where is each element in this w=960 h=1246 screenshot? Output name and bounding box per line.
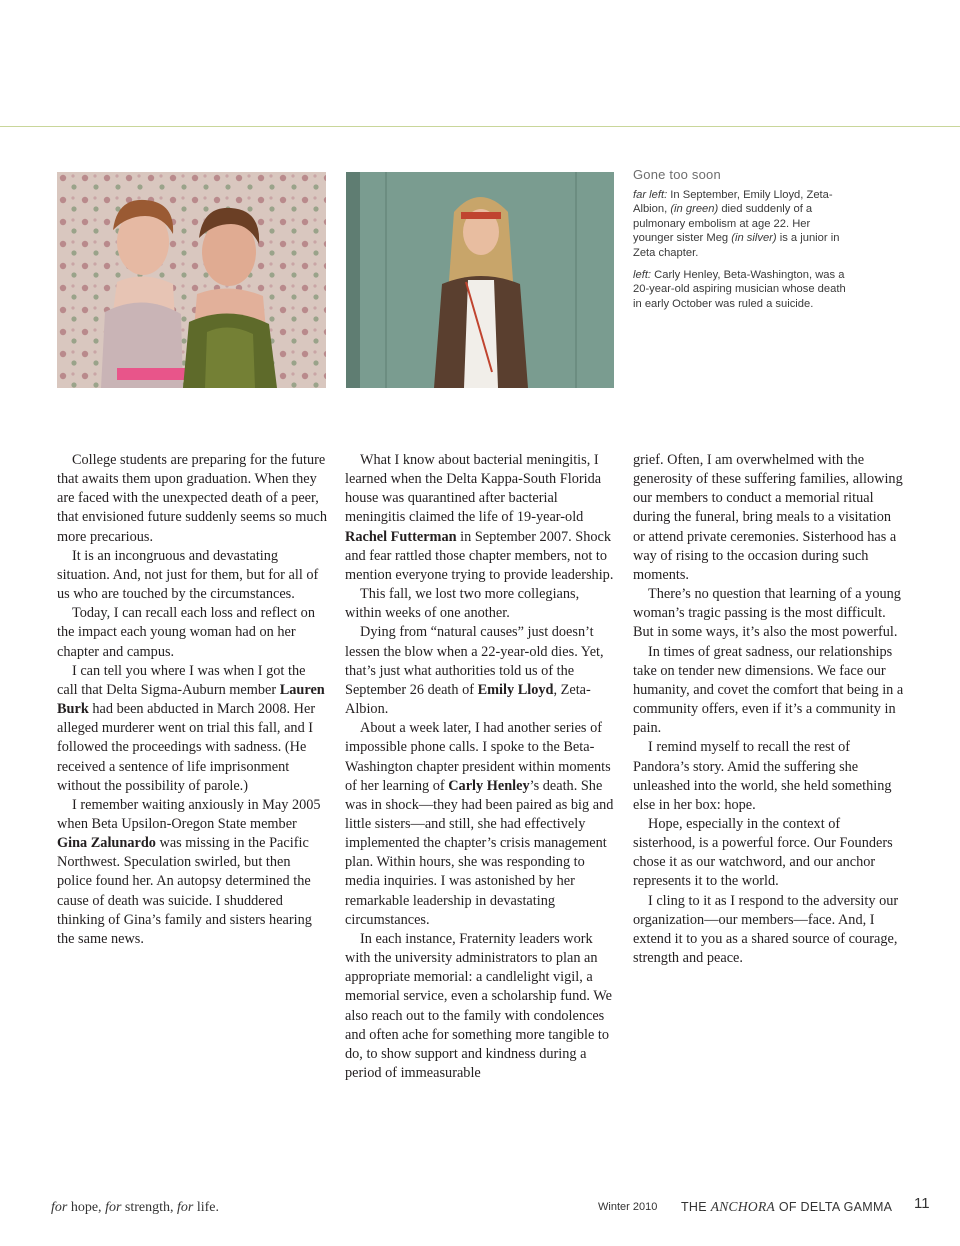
text-run: What I know about bacterial meningitis, I learned when the Delta Kappa-South Florida house was quarantined after bacterial meningitis claimed the life of 19-year-old	[345, 452, 602, 526]
page-number: 11	[914, 1195, 930, 1212]
caption-text: In September, Emily Lloyd, Zeta-Albion,	[633, 189, 833, 216]
footer-motto	[51, 1200, 219, 1216]
motto-life: life.	[193, 1200, 220, 1215]
paragraph: College students are preparing for the future that awaits them upon graduation. When they are faced with the unexpected death of a peer, that envisioned future suddenly seems so much more precarious.	[57, 452, 328, 545]
footer-issue-date: Winter 2010	[598, 1201, 658, 1213]
caption-text: died suddenly of a pulmonary embolism at age 22. Her younger sister Meg	[633, 203, 813, 245]
paragraph: There’s no question that learning of a young woman’s tragic passing is the most difficult. But in some ways, it’s also the most powerful.	[633, 586, 901, 641]
paragraph: In times of great sadness, our relationships take on tender new dimensions. We face our humanity, and covet the comfort that being in a community offers, even if it’s a community in pain.	[633, 643, 904, 737]
mag-suffix: OF DELTA GAMMA	[775, 1200, 893, 1214]
motto-for: for	[105, 1200, 122, 1215]
text-run: I can tell you where I was when I got the call that Delta Sigma-Auburn member	[57, 662, 306, 698]
motto-strength: strength,	[121, 1200, 178, 1215]
mag-italic: ANCHORA	[710, 1199, 776, 1214]
caption-italic: (in green)	[670, 203, 719, 216]
motto-hope: hope,	[67, 1200, 106, 1215]
caption-left-lead: left:	[633, 269, 652, 282]
paragraph	[345, 623, 615, 719]
photo-carly-henley-image	[346, 172, 614, 388]
caption-left	[633, 268, 848, 311]
paragraph: Hope, especially in the context of sisterhood, is a powerful force. Our Founders chose it as our watchword, and our anchor represents it to the world.	[633, 815, 893, 890]
caption-text: is a junior in Zeta chapter.	[633, 232, 840, 259]
paragraph: I remind myself to recall the rest of Pandora’s story. Amid the suffering she unleashed into the world, she held something else in her box: hope.	[633, 739, 892, 813]
article-column-2	[345, 451, 615, 1083]
article-column-1	[57, 451, 327, 949]
paragraph: Today, I can recall each loss and reflect on the impact each young woman had on her chapter and campus.	[57, 605, 315, 660]
caption-italic: (in silver)	[731, 232, 777, 245]
article-column-3	[633, 451, 905, 968]
text-run: , Zeta-Albion.	[345, 681, 591, 718]
name-gina-zalunardo: Gina Zalunardo	[57, 835, 156, 852]
paragraph	[57, 796, 327, 949]
photo-emily-and-meg-image	[57, 172, 326, 388]
paragraph	[345, 719, 615, 930]
name-emily-lloyd: Emily Lloyd	[477, 681, 554, 698]
paragraph: It is an incongruous and devastating situation. And, not just for them, but for all of us who are touched by the circumstances.	[57, 547, 319, 603]
paragraph	[57, 662, 327, 796]
text-run: I remember waiting anxiously in May 2005 when Beta Upsilon-Oregon State member	[57, 796, 321, 832]
motto-for: for	[177, 1200, 194, 1215]
paragraph: In each instance, Fraternity leaders work with the university administrators to plan an appropriate memorial: a candlelight vigil, a memorial service, even a scholarship fund. We also reach out to the family with condolences and often ache for something more tangible to do, to show support and kindness during a period of immeasurable	[345, 930, 612, 1081]
text-run: was missing in the Pacific Northwest. Speculation swirled, but then police found her. An autopsy determined the cause of death was suicide. I shuddered thinking of Gina’s family and sisters hearing the same news.	[57, 835, 312, 947]
photo-emily-and-meg	[57, 172, 326, 388]
caption-title: Gone too soon	[633, 167, 721, 182]
photo-caption	[633, 167, 848, 319]
name-carly-henley: Carly Henley	[448, 777, 530, 794]
mag-prefix: THE	[681, 1200, 711, 1214]
footer-magazine-title	[681, 1199, 892, 1215]
text-run: had been abducted in March 2008. Her alleged murderer went on trial this fall, and I followed the proceedings with sadness. (He received a sentence of life imprisonment without the possibility of parole.)	[57, 701, 316, 794]
paragraph: This fall, we lost two more collegians, within weeks of one another.	[345, 586, 580, 622]
caption-far-left	[633, 188, 848, 260]
text-run: ’s death. She was in shock—they had been paired as big and little sisters—and still, she had effectively implemented the chapter’s crisis management plan. Within hours, she was responding to media inquiries. I was astonished by her remarkable leadership in devastating circumstances.	[345, 777, 614, 928]
paragraph	[345, 451, 615, 585]
caption-text: Carly Henley, Beta-Washington, was a 20-year-old aspiring musician whose death in early October was ruled a suicide.	[633, 269, 846, 310]
name-lauren-burk: Lauren Burk	[57, 681, 325, 718]
paragraph: grief. Often, I am overwhelmed with the generosity of these suffering families, allowing our members to conduct a memorial ritual during the funeral, bring meals to a visitation or attend private ceremonies. Sisterhood has a way of rising to the occasion during such moments.	[633, 452, 903, 583]
header-rule	[0, 126, 960, 127]
text-run: in September 2007. Shock and fear rattled those chapter members, not to mention everyone trying to provide leadership.	[345, 528, 614, 583]
caption-far-left-lead: far left:	[633, 189, 668, 201]
text-run: Dying from “natural causes” just doesn’t lessen the blow when a 22-year-old dies. Yet, that’s just what authorities told us of the September 26 death of	[345, 624, 604, 698]
text-run: About a week later, I had another series of impossible phone calls. I spoke to the Beta-Washington chapter president within moments of her learning of	[345, 720, 611, 794]
motto-for: for	[51, 1200, 68, 1215]
paragraph: I cling to it as I respond to the adversity our organization—our members—face. And, I extend it to you as a shared source of courage, strength and peace.	[633, 892, 899, 967]
name-rachel-futterman: Rachel Futterman	[345, 528, 457, 545]
photo-carly-henley	[346, 172, 614, 388]
